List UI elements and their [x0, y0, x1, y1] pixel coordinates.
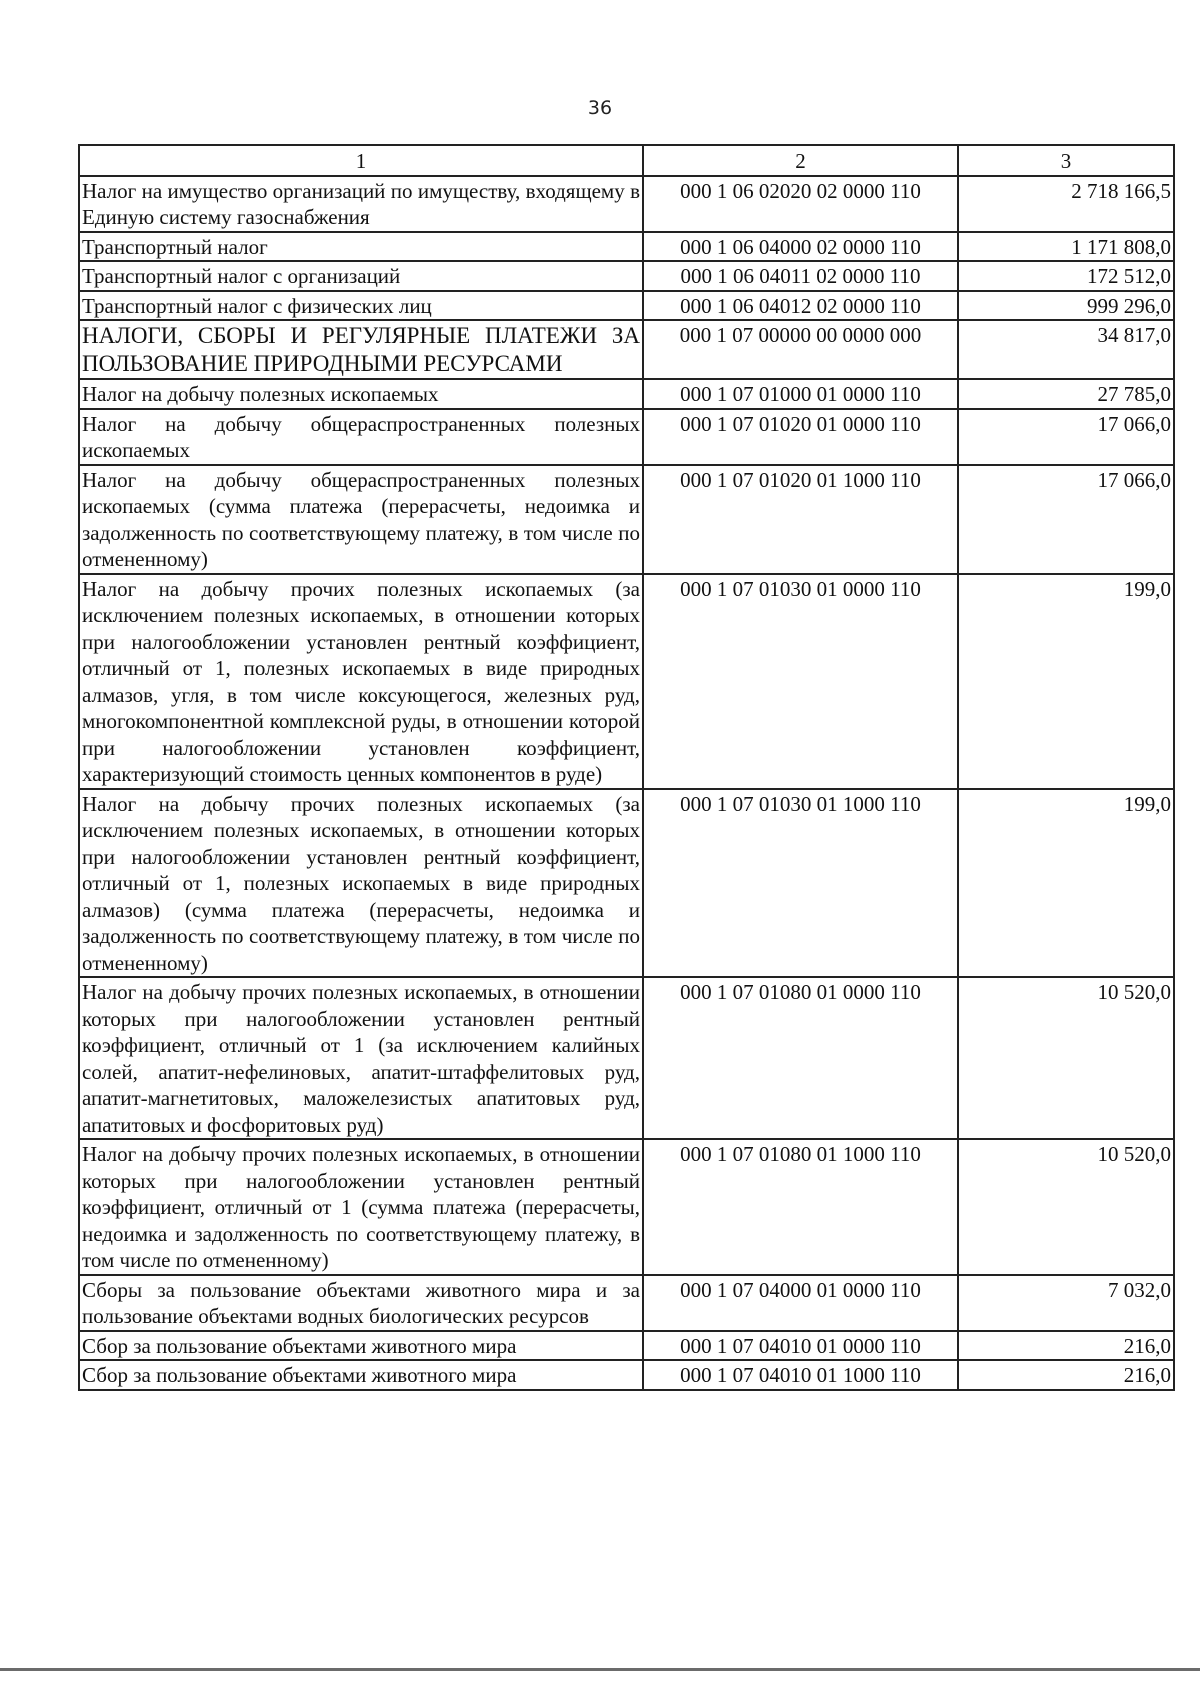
table-row [79, 291, 1174, 321]
table-row [79, 379, 1174, 409]
table-row [79, 1331, 1174, 1361]
row-amount: 216,0 [958, 1360, 1174, 1390]
row-code: 000 1 07 01000 01 0000 110 [643, 379, 958, 409]
bottom-divider [0, 1668, 1200, 1671]
table-row [79, 261, 1174, 291]
row-name: НАЛОГИ, СБОРЫ И РЕГУЛЯРНЫЕ ПЛАТЕЖИ ЗА ПОЛЬЗОВАНИЕ ПРИРОДНЫМИ РЕСУРСАМИ [79, 320, 643, 379]
row-code: 000 1 06 02020 02 0000 110 [643, 176, 958, 232]
row-code: 000 1 07 01080 01 0000 110 [643, 977, 958, 1139]
table-row [79, 176, 1174, 232]
row-name: Налог на имущество организаций по имуществу, входящему в Единую систему газоснабжения [79, 176, 643, 232]
row-amount: 172 512,0 [958, 261, 1174, 291]
row-amount: 34 817,0 [958, 320, 1174, 379]
row-code: 000 1 07 04010 01 0000 110 [643, 1331, 958, 1361]
row-name: Транспортный налог с организаций [79, 261, 643, 291]
row-name: Налог на добычу прочих полезных ископаемых (за исключением полезных ископаемых, в отношении которых при налогообложении установлен рентный коэффициент, отличный от 1, полезных ископаемых в виде природных алмазов, угля, в том числе коксующегося, железных руд, многокомпонентной комплексной руды, в отношении которой при налогообложении установлен коэффициент, характеризующий стоимость ценных компонентов в руде) [79, 574, 643, 789]
row-name: Налог на добычу общераспространенных полезных ископаемых (сумма платежа (перерасчеты, недоимка и задолженность по соответствующему платежу, в том числе по отмененному) [79, 465, 643, 574]
row-code: 000 1 07 00000 00 0000 000 [643, 320, 958, 379]
row-code: 000 1 06 04012 02 0000 110 [643, 291, 958, 321]
row-code: 000 1 07 01020 01 1000 110 [643, 465, 958, 574]
row-code: 000 1 07 01020 01 0000 110 [643, 409, 958, 465]
row-amount: 7 032,0 [958, 1275, 1174, 1331]
row-code: 000 1 07 01030 01 0000 110 [643, 574, 958, 789]
row-amount: 1 171 808,0 [958, 232, 1174, 262]
column-header-amount: 3 [958, 145, 1174, 176]
row-name: Транспортный налог [79, 232, 643, 262]
row-amount: 27 785,0 [958, 379, 1174, 409]
row-amount: 10 520,0 [958, 977, 1174, 1139]
row-code: 000 1 07 04010 01 1000 110 [643, 1360, 958, 1390]
row-name: Транспортный налог с физических лиц [79, 291, 643, 321]
row-name: Налог на добычу прочих полезных ископаемых, в отношении которых при налогообложении установлен рентный коэффициент, отличный от 1 (за исключением калийных солей, апатит-нефелиновых, апатит-штаффелитовых руд, апатит-магнетитовых, маложелезистых апатитовых руд, апатитовых и фосфоритовых руд) [79, 977, 643, 1139]
budget-table-container [78, 144, 1175, 1391]
row-name: Налог на добычу полезных ископаемых [79, 379, 643, 409]
page-number: 36 [587, 97, 613, 119]
row-name: Налог на добычу прочих полезных ископаемых, в отношении которых при налогообложении установлен рентный коэффициент, отличный от 1 (сумма платежа (перерасчеты, недоимка и задолженность по соответствующему платежу, в том числе по отмененному) [79, 1139, 643, 1275]
budget-table [78, 144, 1175, 1391]
table-row [79, 232, 1174, 262]
table-row [79, 977, 1174, 1139]
row-name: Сборы за пользование объектами животного мира и за пользование объектами водных биологических ресурсов [79, 1275, 643, 1331]
table-row [79, 465, 1174, 574]
table-header-row [79, 145, 1174, 176]
table-row [79, 574, 1174, 789]
column-header-name: 1 [79, 145, 643, 176]
row-amount: 216,0 [958, 1331, 1174, 1361]
row-amount: 199,0 [958, 574, 1174, 789]
row-name: Налог на добычу прочих полезных ископаемых (за исключением полезных ископаемых, в отношении которых при налогообложении установлен рентный коэффициент, отличный от 1, полезных ископаемых в виде природных алмазов) (сумма платежа (перерасчеты, недоимка и задолженность по соответствующему платежу, в том числе по отмененному) [79, 789, 643, 978]
row-name: Налог на добычу общераспространенных полезных ископаемых [79, 409, 643, 465]
row-amount: 2 718 166,5 [958, 176, 1174, 232]
row-code: 000 1 06 04000 02 0000 110 [643, 232, 958, 262]
row-amount: 199,0 [958, 789, 1174, 978]
row-amount: 999 296,0 [958, 291, 1174, 321]
row-amount: 17 066,0 [958, 409, 1174, 465]
row-amount: 17 066,0 [958, 465, 1174, 574]
table-row [79, 1360, 1174, 1390]
table-row [79, 409, 1174, 465]
row-code: 000 1 06 04011 02 0000 110 [643, 261, 958, 291]
row-name: Сбор за пользование объектами животного мира [79, 1360, 643, 1390]
table-row [79, 320, 1174, 379]
table-row [79, 789, 1174, 978]
table-row [79, 1139, 1174, 1275]
table-row [79, 1275, 1174, 1331]
row-code: 000 1 07 04000 01 0000 110 [643, 1275, 958, 1331]
row-code: 000 1 07 01080 01 1000 110 [643, 1139, 958, 1275]
row-name: Сбор за пользование объектами животного мира [79, 1331, 643, 1361]
row-code: 000 1 07 01030 01 1000 110 [643, 789, 958, 978]
row-amount: 10 520,0 [958, 1139, 1174, 1275]
column-header-code: 2 [643, 145, 958, 176]
